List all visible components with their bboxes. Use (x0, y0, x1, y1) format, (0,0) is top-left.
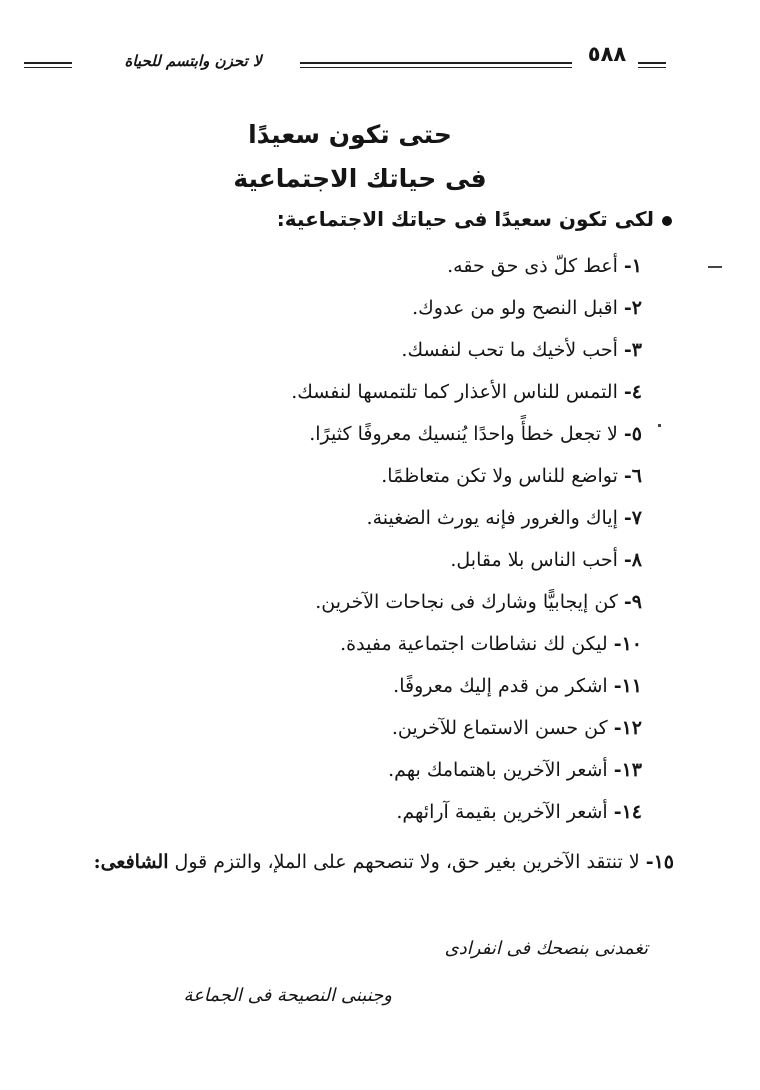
item-text: لا تنتقد الآخرين بغير حق، ولا تنصحهم على الملإ، والتزم قول (174, 851, 640, 873)
item-number: ١١- (613, 675, 642, 697)
item-number: ١٣- (613, 759, 642, 781)
item-text: أحب لأخيك ما تحب لنفسك. (401, 339, 618, 361)
header-rule-left (24, 62, 72, 64)
item-text: لا تجعل خطأً واحدًا يُنسيك معروفًا كثيرًا. (309, 423, 618, 445)
list-item (396, 801, 642, 823)
subheading (277, 207, 672, 231)
item-text: إياك والغرور فإنه يورث الضغينة. (366, 507, 618, 529)
list-item (393, 675, 642, 697)
header-rule-middle (300, 62, 572, 64)
header-rule-left-2 (24, 67, 72, 68)
item-text: أحب الناس بلا مقابل. (450, 549, 618, 571)
list-item (60, 843, 674, 882)
item-text: التمس للناس الأعذار كما تلتمسها لنفسك. (291, 381, 618, 403)
poem-verse-1: تغمدنى بنصحك فى انفرادى (444, 938, 648, 959)
item-text: ليكن لك نشاطات اجتماعية مفيدة. (340, 633, 608, 655)
item-number: ٣- (623, 339, 642, 361)
item-continuation: الشافعى: (93, 851, 169, 873)
item-text: أشعر الآخرين بقيمة آرائهم. (396, 801, 608, 823)
item-number: ١- (623, 255, 642, 277)
header-rule-middle-2 (300, 67, 572, 68)
item-number: ١٢- (613, 717, 642, 739)
scan-speck (658, 424, 661, 427)
list-item (381, 465, 642, 487)
item-text: أعط كلّ ذى حق حقه. (447, 255, 618, 277)
list-item (447, 255, 642, 277)
list-item (450, 549, 642, 571)
scan-speck (708, 266, 722, 268)
bullet-icon (662, 216, 672, 226)
list-item (291, 381, 642, 403)
subheading-text: لكى تكون سعيدًا فى حياتك الاجتماعية: (276, 207, 654, 231)
section-title-line-2: فى حياتك الاجتماعية (233, 164, 487, 193)
item-number: ٦- (623, 465, 642, 487)
item-number: ٨- (623, 549, 642, 571)
item-text: أشعر الآخرين باهتمامك بهم. (388, 759, 608, 781)
item-text: كن إيجابيًّا وشارك فى نجاحات الآخرين. (315, 591, 618, 613)
list-item (315, 591, 642, 613)
item-number: ٩- (623, 591, 642, 613)
list-item (367, 507, 642, 529)
item-number: ٧- (623, 507, 642, 529)
poem-verse-2: وجنبنى النصيحة فى الجماعة (183, 985, 392, 1006)
item-text: اقبل النصح ولو من عدوك. (412, 297, 618, 319)
item-number: ١٥- (645, 851, 674, 873)
page-number: ٥٨٨ (587, 42, 627, 66)
list-item (392, 717, 642, 739)
item-text: كن حسن الاستماع للآخرين. (391, 717, 608, 739)
section-title-line-1: حتى تكون سعيدًا (248, 120, 452, 149)
item-number: ٥- (623, 423, 642, 445)
list-item (309, 423, 642, 445)
item-text: اشكر من قدم إليك معروفًا. (393, 675, 608, 697)
header-rule-right-2 (638, 67, 666, 68)
list-item (401, 339, 642, 361)
item-text: تواضع للناس ولا تكن متعاظمًا. (381, 465, 618, 487)
item-number: ٤- (623, 381, 642, 403)
list-item (388, 759, 642, 781)
item-number: ١٠- (613, 633, 642, 655)
running-header-title: لا تحزن وابتسم للحياة (124, 52, 262, 70)
item-number: ١٤- (613, 801, 642, 823)
list-item (340, 633, 642, 655)
list-item (412, 297, 642, 319)
header-rule-right (638, 62, 666, 64)
item-number: ٢- (623, 297, 642, 319)
